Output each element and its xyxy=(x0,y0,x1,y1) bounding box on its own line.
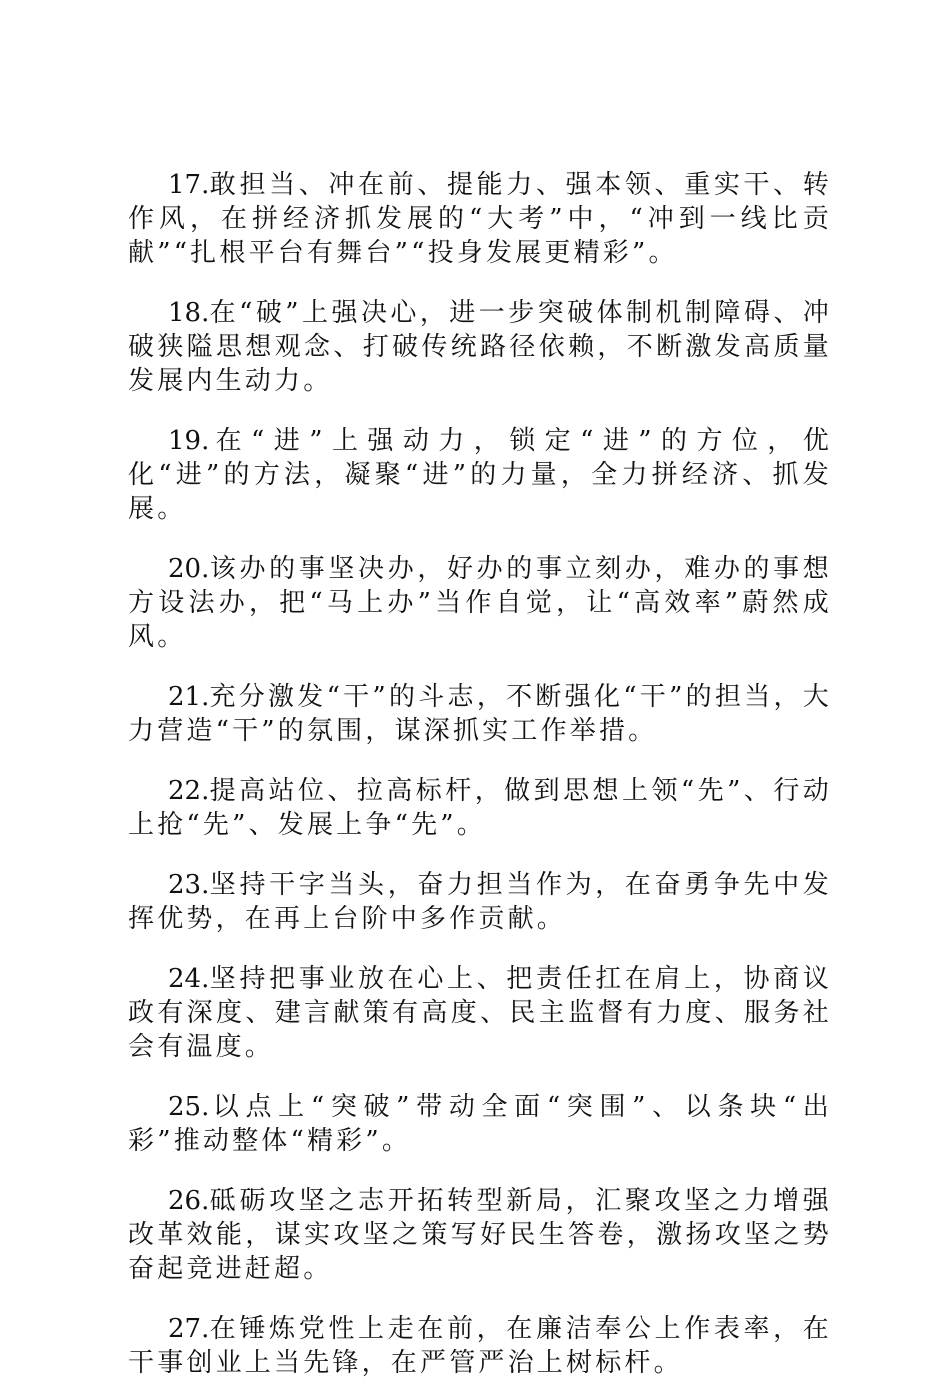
item-text: 以点上“突破”带动全面“突围”、以条块“出彩”推动整体“精彩”。 xyxy=(128,1092,832,1156)
item-number: 24. xyxy=(168,964,210,994)
item-number: 22. xyxy=(168,776,210,806)
list-item xyxy=(128,680,832,748)
list-item xyxy=(128,774,832,842)
item-number: 21. xyxy=(168,682,210,712)
list-item xyxy=(128,1184,832,1286)
item-number: 27. xyxy=(168,1314,210,1344)
item-text: 提高站位、拉高标杆，做到思想上领“先”、行动上抢“先”、发展上争“先”。 xyxy=(128,776,832,840)
list-item xyxy=(128,962,832,1064)
list-item xyxy=(128,1090,832,1158)
item-number: 18. xyxy=(168,298,210,328)
item-text: 在“破”上强决心，进一步突破体制机制障碍、冲破狭隘思想观念、打破传统路径依赖，不断激发高质量发展内生动力。 xyxy=(128,298,832,396)
item-text: 砥砺攻坚之志开拓转型新局，汇聚攻坚之力增强改革效能，谋实攻坚之策写好民生答卷，激扬攻坚之势奋起竞进赶超。 xyxy=(128,1186,832,1284)
item-text: 该办的事坚决办，好办的事立刻办，难办的事想方设法办，把“马上办”当作自觉，让“高效率”蔚然成风。 xyxy=(128,554,832,652)
item-text: 充分激发“干”的斗志，不断强化“干”的担当，大力营造“干”的氛围，谋深抓实工作举措。 xyxy=(128,682,832,746)
item-text: 在“进”上强动力，锁定“进”的方位，优化“进”的方法，凝聚“进”的力量，全力拼经济、抓发展。 xyxy=(128,426,832,524)
item-text: 在锤炼党性上走在前，在廉洁奉公上作表率，在干事创业上当先锋，在严管严治上树标杆。 xyxy=(128,1314,832,1378)
item-number: 20. xyxy=(168,554,210,584)
list-item xyxy=(128,1312,832,1380)
item-text: 坚持干字当头，奋力担当作为，在奋勇争先中发挥优势，在再上台阶中多作贡献。 xyxy=(128,870,832,934)
item-number: 19. xyxy=(168,426,210,456)
list-item xyxy=(128,424,832,526)
item-number: 26. xyxy=(168,1186,210,1216)
item-number: 25. xyxy=(168,1092,210,1122)
list-item xyxy=(128,868,832,936)
item-number: 23. xyxy=(168,870,210,900)
item-text: 敢担当、冲在前、提能力、强本领、重实干、转作风，在拼经济抓发展的“大考”中，“冲到一线比贡献”“扎根平台有舞台”“投身发展更精彩”。 xyxy=(128,170,832,268)
item-number: 17. xyxy=(168,170,210,200)
list-item xyxy=(128,296,832,398)
list-item xyxy=(128,552,832,654)
list-item xyxy=(128,168,832,270)
document-body xyxy=(128,168,832,1380)
item-text: 坚持把事业放在心上、把责任扛在肩上，协商议政有深度、建言献策有高度、民主监督有力度、服务社会有温度。 xyxy=(128,964,832,1062)
